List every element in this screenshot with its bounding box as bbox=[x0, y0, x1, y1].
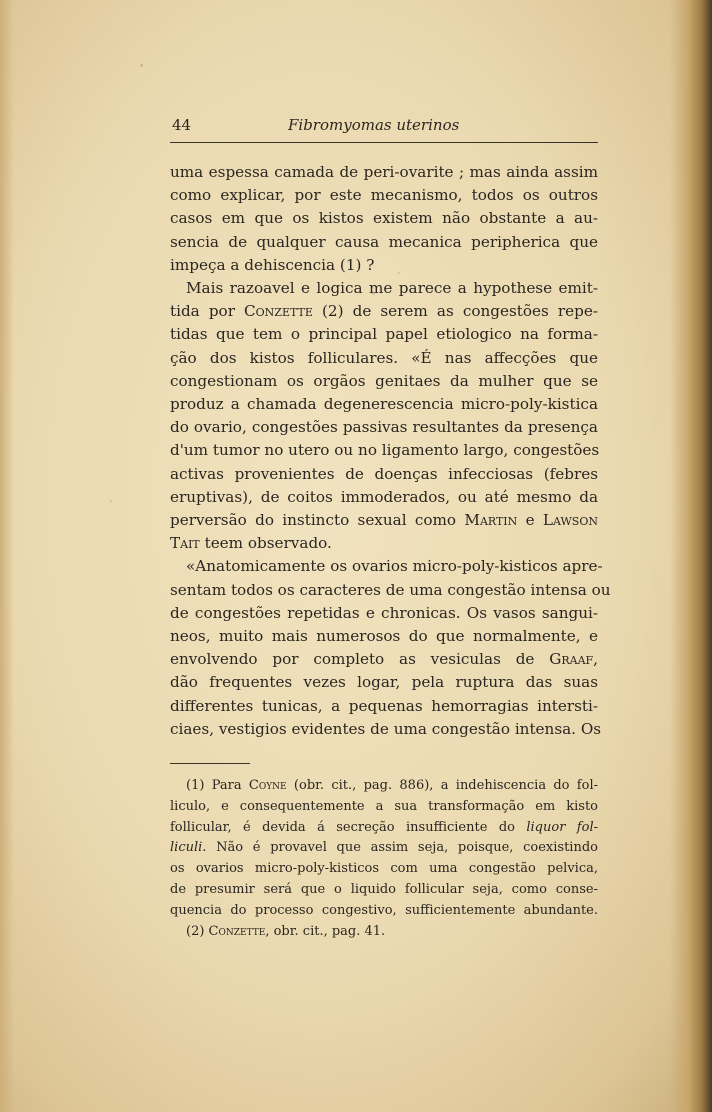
text-line: eruptivas), de coitos immoderados, ou até mesmo da bbox=[170, 487, 598, 506]
body-text bbox=[170, 161, 611, 741]
paper-speck bbox=[140, 64, 143, 67]
footnote-line: de presumir será que o liquido follicular seja, como conse- bbox=[170, 881, 598, 897]
running-title: Fibromyomas uterinos bbox=[288, 116, 460, 134]
text-line: sentam todos os caracteres de uma congestão intensa ou bbox=[170, 580, 611, 599]
author-name: Graaf bbox=[549, 650, 594, 669]
text-line: impeça a dehiscencia (1) ? bbox=[170, 255, 375, 274]
text-line: como explicar, por este mecanismo, todos os outros bbox=[170, 186, 598, 205]
text-line: produz a chamada degenerescencia micro-poly-kistica bbox=[170, 395, 598, 414]
author-name: Conzette bbox=[244, 302, 313, 321]
text-line: ção dos kistos folliculares. «É nas affecções que bbox=[170, 348, 598, 367]
text-line: dão frequentes vezes logar, pela ruptura das suas bbox=[170, 673, 598, 692]
text-line: perversão do instincto sexual como Martin e Lawson bbox=[170, 511, 598, 530]
text-line: activas provenientes de doenças infecciosas (febres bbox=[170, 464, 598, 483]
text-line: ciaes, vestigios evidentes de uma congestão intensa. Os bbox=[170, 719, 602, 738]
page-right-edge bbox=[670, 0, 712, 1112]
page-left-shadow bbox=[0, 0, 14, 1112]
text-line: Mais razoavel e logica me parece a hypothese emit- bbox=[186, 279, 598, 298]
author-name: Coyne bbox=[248, 778, 287, 793]
text-line: neos, muito mais numerosos do que normalmente, e bbox=[170, 627, 598, 646]
text-line: tida por Conzette (2) de serem as congestões repe- bbox=[170, 302, 598, 321]
page-number: 44 bbox=[172, 116, 192, 134]
text-line: congestionam os orgãos genitaes da mulher que se bbox=[170, 371, 598, 390]
author-name: Tait bbox=[170, 534, 200, 553]
page-header bbox=[170, 112, 598, 142]
footnote-line: (1) Para Coyne (obr. cit., pag. 886), a indehiscencia do fol- bbox=[186, 778, 599, 793]
header-rule bbox=[170, 142, 598, 143]
latin-term: liculi bbox=[170, 840, 203, 856]
footnote-line: os ovarios micro-poly-kisticos com uma congestão pelvica, bbox=[170, 861, 598, 877]
footnote-line: quencia do processo congestivo, sufficientemente abundante. bbox=[170, 902, 598, 918]
footnote-line: liculi. Não é provavel que assim seja, poisque, coexistindo bbox=[170, 840, 598, 856]
text-line: envolvendo por completo as vesiculas de Graaf, bbox=[170, 650, 598, 669]
text-line: uma espessa camada de peri-ovarite ; mas ainda assim bbox=[170, 163, 598, 181]
footnote-line: liculo, e consequentemente a sua transformação em kisto bbox=[170, 798, 598, 814]
text-line: tidas que tem o principal papel etiologico na forma- bbox=[170, 325, 598, 344]
footnotes bbox=[170, 776, 598, 942]
text-line: d'um tumor no utero ou no ligamento largo, congestões bbox=[170, 441, 600, 460]
footnote-line: (2) Conzette, obr. cit., pag. 41. bbox=[186, 923, 386, 939]
author-name: Martin bbox=[464, 511, 518, 530]
text-line: de congestões repetidas e chronicas. Os vasos sangui- bbox=[170, 603, 598, 622]
text-line: do ovario, congestões passivas resultantes da presença bbox=[170, 418, 598, 437]
text-line: sencia de qualquer causa mecanica peripherica que bbox=[170, 232, 598, 251]
text-line: «Anatomicamente os ovarios micro-poly-kisticos apre- bbox=[186, 557, 603, 576]
footnote-line: follicular, é devida á secreção insufficiente do liquor fol- bbox=[170, 819, 598, 835]
paper-speck bbox=[110, 500, 112, 502]
footnote-rule bbox=[170, 763, 250, 764]
text-line: casos em que os kistos existem não obstante a au- bbox=[170, 209, 598, 228]
latin-term: liquor fol- bbox=[526, 819, 598, 835]
author-name: Lawson bbox=[542, 511, 598, 530]
author-name: Conzette bbox=[208, 923, 266, 939]
text-line: differentes tunicas, a pequenas hemorragias intersti- bbox=[170, 696, 598, 715]
text-line: Tait teem observado. bbox=[170, 534, 332, 553]
